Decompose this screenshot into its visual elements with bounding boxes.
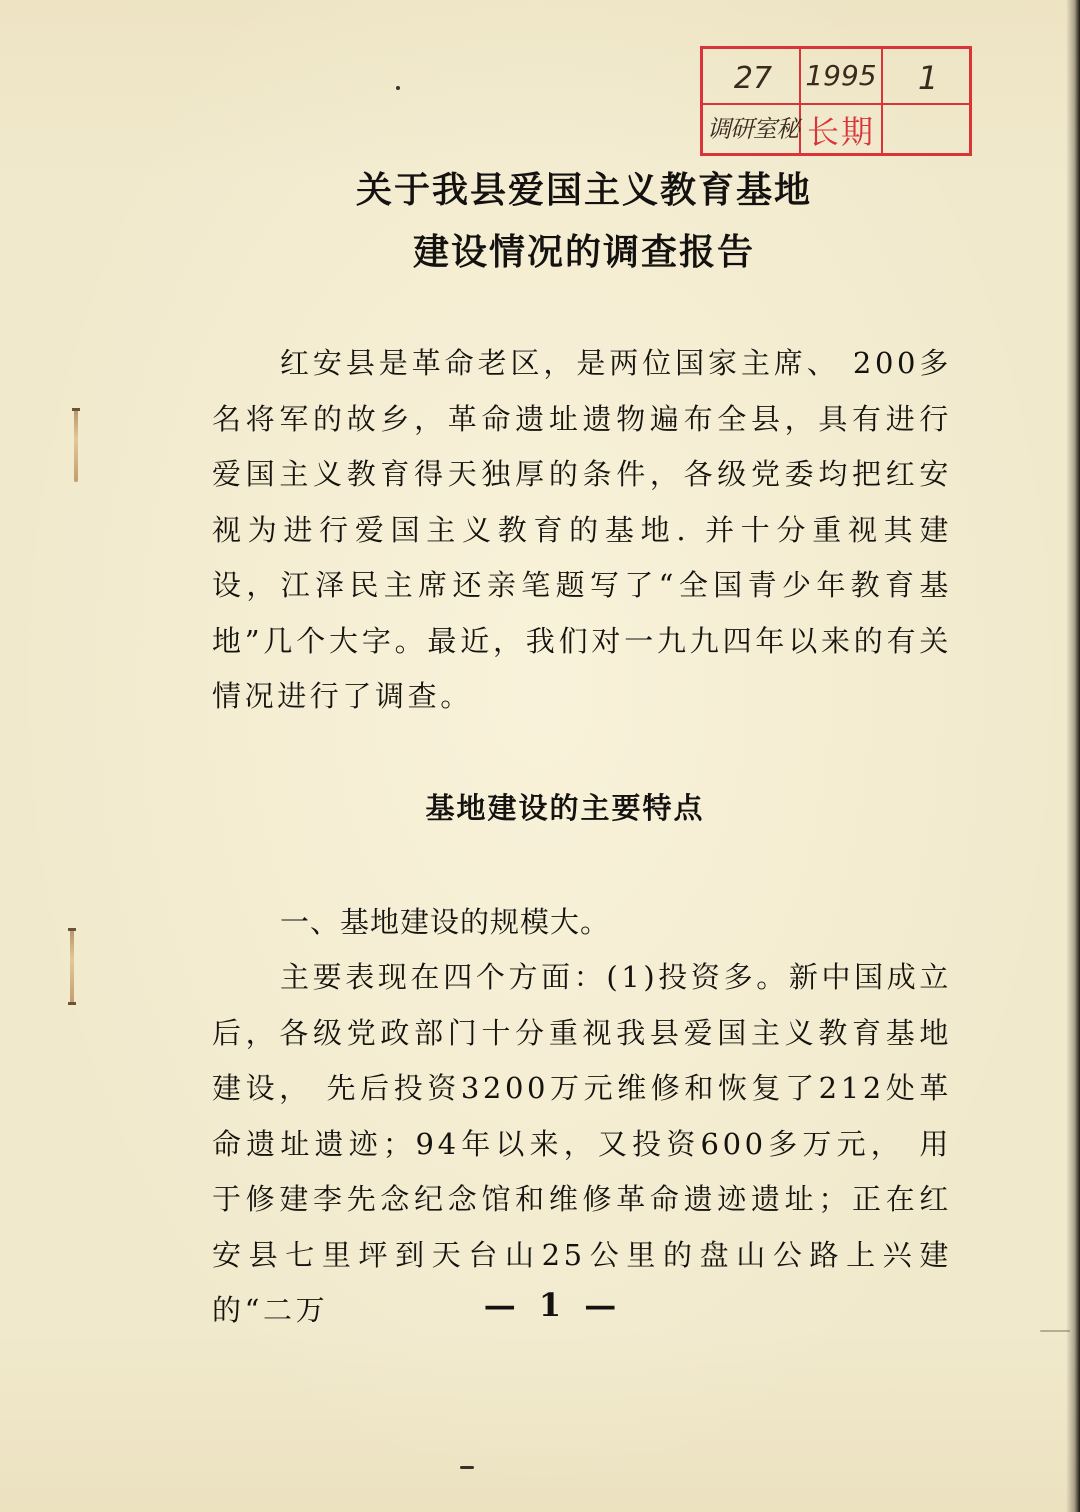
- stamp-unit: 调研室秘: [707, 115, 799, 143]
- page-number: — 1 —: [483, 1286, 623, 1324]
- binding-knot: [68, 928, 76, 931]
- stamp-year: 1995: [805, 59, 877, 92]
- page-edge-shadow: [1066, 0, 1080, 1512]
- document-title-line-2: 建设情况的调查报告: [412, 232, 755, 273]
- archive-stamp: [700, 46, 972, 156]
- stamp-item-number: 1: [917, 59, 939, 97]
- section-heading: 基地建设的主要特点: [425, 791, 705, 825]
- stamp-retention: 长期: [806, 113, 875, 151]
- document-title-line-1: 关于我县爱国主义教育基地: [355, 170, 812, 211]
- stamp-volume: 27: [733, 61, 773, 96]
- body-paragraph: 主要表现在四个方面：(1)投资多。新中国成立后，各级党政部门十分重视我县爱国主义教育基地建设， 先后投资3200万元维修和恢复了212处革命遗址遗迹；94年以来，又投资600多万元， 用于修建李先念纪念馆和维修革命遗迹遗址；正在红安县七里坪到天台山25公里的盘山公路上兴建的“二万: [212, 960, 952, 1327]
- binding-knot: [72, 408, 80, 411]
- binding-thread: [70, 930, 74, 1004]
- stamp-divider-horizontal: [703, 103, 969, 105]
- paper-speck: [460, 1466, 474, 1469]
- subheading: 一、基地建设的规模大。: [280, 905, 611, 939]
- stamp-divider-vertical: [881, 49, 883, 153]
- paper-speck: [396, 86, 400, 90]
- binding-knot: [68, 1002, 76, 1005]
- binding-thread: [74, 410, 78, 482]
- intro-paragraph: 红安县是革命老区，是两位国家主席、 200多名将军的故乡，革命遗址遗物遍布全县，具有进行爱国主义教育得天独厚的条件，各级党委均把红安视为进行爱国主义教育的基地. 并十分重视其建设，江泽民主席还亲笔题写了“全国青少年教育基地”几个大字。最近，我们对一九九四年以来的有关情况进行了调查。: [212, 346, 952, 713]
